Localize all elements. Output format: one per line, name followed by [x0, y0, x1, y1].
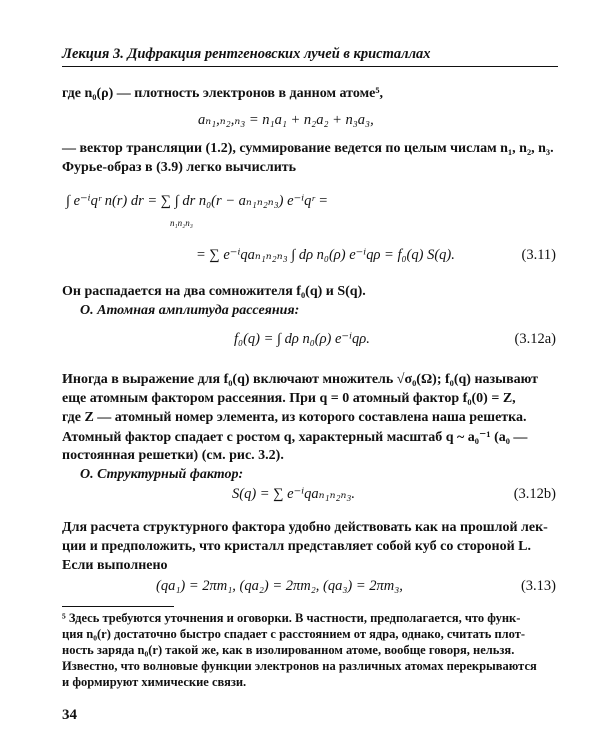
text-line-12: Для расчета структурного фактора удобно действовать как на прошлой лек-: [62, 520, 548, 535]
equation-number-3-12a: (3.12a): [514, 331, 556, 347]
text-line-13: ции и предположить, что кристалл представляет собой куб со стороной L.: [62, 539, 531, 554]
equation-fourier-first-line: ∫ e⁻ⁱqʳ n(r) dr = ∑ ∫ dr n₀(r − aₙ₁ₙ₂ₙ₃) e⁻ⁱqʳ =: [66, 193, 329, 209]
text-line-14: Если выполнено: [62, 558, 168, 573]
equation-number-3-13: (3.13): [520, 578, 556, 594]
text-line-3: Фурье-образ в (3.9) легко вычислить: [62, 160, 297, 175]
text-line-4: Он распадается на два сомножителя f₀(q) и S(q).: [62, 284, 366, 299]
text-line-1: где n₀(ρ) — плотность электронов в данном атоме⁵,: [62, 86, 384, 101]
text-line-6: Иногда в выражение для f₀(q) включают множитель √σ₀(Ω); f₀(q) называют: [62, 372, 539, 387]
equation-number-3-11: (3.11): [521, 247, 556, 263]
text-line-10: постоянная решетки) (см. рис. 3.2).: [62, 448, 284, 463]
text-line-2: — вектор трансляции (1.2), суммирование ведется по целым числам n₁, n₂, n₃.: [62, 141, 554, 156]
page-number: 34: [62, 707, 77, 723]
equation-periodicity-condition: (qa₁) = 2πm₁, (qa₂) = 2πm₂, (qa₃) = 2πm₃,: [156, 578, 403, 594]
footnote-line-4: Известно, что волновые функции электронов на различных атомах перекрываются: [62, 659, 537, 673]
text-line-7: еще атомным фактором рассеяния. При q = 0 атомный фактор f₀(0) = Z,: [62, 391, 516, 406]
equation-atomic-factor: f₀(q) = ∫ dρ n₀(ρ) e⁻ⁱqρ.: [234, 331, 370, 347]
text-line-9: Атомный фактор спадает с ростом q, характерный масштаб q ~ a₀⁻¹ (a₀ —: [62, 430, 528, 445]
equation-structure-factor: S(q) = ∑ e⁻ⁱqaₙ₁ₙ₂ₙ₃.: [232, 486, 356, 502]
running-header: Лекция 3. Дифракция рентгеновских лучей в кристаллах: [62, 46, 431, 62]
definition-atomic-amplitude: О. Атомная амплитуда рассеяния:: [80, 303, 300, 318]
footnote-line-3: ность заряда n₀(r) такой же, как в изолированном атоме, вообще говоря, нельзя.: [62, 643, 515, 657]
footnote-rule: [62, 606, 174, 607]
equation-fourier-second-line: = ∑ e⁻ⁱqaₙ₁ₙ₂ₙ₃ ∫ dρ n₀(ρ) e⁻ⁱqρ = f₀(q) S(q).: [196, 247, 455, 263]
equation-translation-vector: aₙ₁,ₙ₂,ₙ₃ = n₁a₁ + n₂a₂ + n₃a₃,: [198, 112, 374, 128]
header-rule: [62, 66, 558, 67]
equation-number-3-12b: (3.12b): [513, 486, 556, 502]
footnote-line-5: и формируют химические связи.: [62, 675, 247, 689]
footnote-line-2: ция n₀(r) достаточно быстро спадает с расстоянием от ядра, однако, считать плот-: [62, 627, 526, 641]
footnote-line-1: ⁵ Здесь требуются уточнения и оговорки. В частности, предполагается, что функ-: [62, 611, 521, 625]
sum-subscript: n₁n₂n₃: [170, 218, 193, 228]
definition-structure-factor: О. Структурный фактор:: [80, 467, 244, 482]
text-line-8: где Z — атомный номер элемента, из которого составлена наша решетка.: [62, 410, 527, 425]
